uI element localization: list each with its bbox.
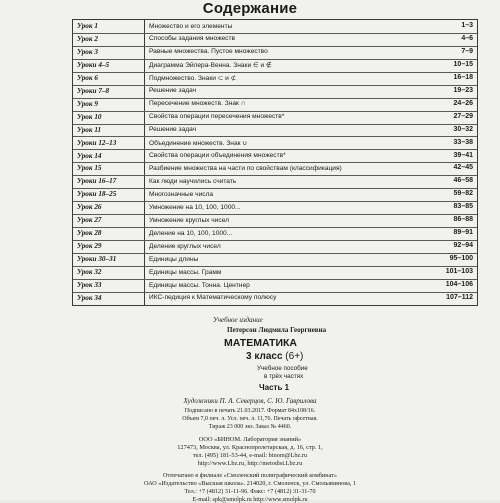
print-line-3: Тираж 23 000 экз. Заказ № 4460. bbox=[208, 424, 292, 430]
publisher-line-2: 127473, Москва, ул. Краснопролетарская, д. 16, стр. 1, bbox=[177, 444, 323, 451]
toc-topic: Способы задания множеств bbox=[149, 35, 235, 43]
toc-topic: Деление круглых чисел bbox=[149, 242, 221, 250]
toc-lesson: Уроки 16–17 bbox=[77, 177, 117, 186]
print-line-1: Подписано в печать 21.03.2017. Формат 84х108/16. bbox=[184, 408, 316, 414]
grade-label: 3 класс bbox=[246, 351, 283, 362]
toc-lesson: Уроки 18–25 bbox=[77, 190, 117, 199]
toc-pages: 33–38 bbox=[453, 138, 473, 146]
toc-pages: 95–100 bbox=[449, 255, 473, 263]
toc-pages: 83–85 bbox=[453, 203, 473, 211]
toc-topic: Разбиение множества на части по свойствам (классификация) bbox=[149, 164, 342, 172]
printer-line-2: ОАО «Издательство «Высшая школа». 214020, г. Смоленск, ул. Смольянинова, 1 bbox=[143, 480, 357, 487]
toc-pages: 101–103 bbox=[445, 268, 473, 276]
toc-topic: Объединение множеств. Знак ∪ bbox=[149, 140, 248, 148]
toc-lesson: Урок 11 bbox=[77, 125, 102, 134]
toc-lesson: Урок 29 bbox=[77, 242, 102, 251]
toc-lesson: Уроки 30–31 bbox=[77, 255, 117, 264]
toc-pages: 16–18 bbox=[453, 73, 473, 81]
subtitle-line-2: в трёх частях bbox=[264, 373, 304, 380]
toc-topic: Свойства операции пересечения множеств* bbox=[149, 113, 285, 121]
toc-lesson: Урок 2 bbox=[77, 34, 98, 43]
toc-lesson: Урок 9 bbox=[77, 99, 98, 108]
artists-line: Художники П. А. Северцов, С. Ю. Гаврилова bbox=[183, 397, 317, 405]
edition-type: Учебное издание bbox=[213, 316, 263, 324]
toc-pages: 89–91 bbox=[453, 229, 473, 237]
toc-lesson: Урок 14 bbox=[77, 151, 102, 160]
toc-topic: Решение задач bbox=[149, 87, 197, 95]
toc-pages: 4–6 bbox=[461, 34, 473, 42]
author-name: Петерсон Людмила Георгиевна bbox=[227, 326, 327, 334]
toc-topic: Как люди научились считать bbox=[149, 177, 237, 185]
toc-pages: 19–23 bbox=[453, 86, 473, 94]
toc-topic: ИКС-педиция к Математическому полюсу bbox=[149, 294, 277, 302]
toc-pages: 7–9 bbox=[461, 47, 473, 55]
toc-topic: Равные множества. Пустое множество bbox=[149, 48, 268, 56]
toc-lesson: Уроки 7–8 bbox=[77, 86, 110, 95]
toc-pages: 30–32 bbox=[453, 125, 473, 133]
toc-topic: Умножение круглых чисел bbox=[149, 216, 230, 224]
toc-lesson: Урок 34 bbox=[77, 293, 102, 302]
toc-pages: 10–15 bbox=[453, 60, 473, 68]
toc-topic: Единицы длины bbox=[149, 255, 199, 263]
toc-pages: 86–88 bbox=[453, 216, 473, 224]
book-title: МАТЕМАТИКА bbox=[224, 337, 297, 349]
toc-topic: Свойства операции объединения множеств* bbox=[149, 152, 286, 159]
toc-lesson: Урок 27 bbox=[77, 216, 102, 225]
toc-lesson: Уроки 12–13 bbox=[77, 138, 117, 147]
toc-pages: 1–3 bbox=[461, 22, 473, 29]
printer-line-3: Тел.: +7 (4812) 31-11-96. Факс: +7 (4812) 31-31-70 bbox=[184, 488, 316, 495]
part-label: Часть 1 bbox=[259, 383, 290, 392]
print-line-2: Объем 7,0 печ. л. Усл. печ. л. 11,76. Печать офсетная. bbox=[182, 416, 318, 422]
toc-lesson: Урок 28 bbox=[77, 229, 102, 238]
toc-pages: 27–29 bbox=[453, 112, 473, 120]
toc-lesson: Урок 33 bbox=[77, 281, 102, 289]
toc-topic: Единицы массы. Грамм bbox=[149, 268, 222, 276]
toc-lesson: Урок 1 bbox=[77, 22, 98, 30]
printer-line-1: Отпечатано в филиале «Смоленский полиграфический комбинат» bbox=[163, 472, 337, 479]
toc-pages: 42–45 bbox=[453, 164, 473, 172]
toc-topic: Умножение на 10, 100, 1000... bbox=[149, 203, 241, 211]
toc-pages: 39–41 bbox=[453, 151, 473, 159]
publisher-line-1: ООО «БИНОМ. Лаборатория знаний» bbox=[198, 436, 302, 443]
toc-topic: Деление на 10, 100, 1000... bbox=[149, 229, 233, 237]
toc-pages: 107–112 bbox=[446, 293, 473, 301]
subtitle-line-1: Учебное пособие bbox=[257, 365, 308, 372]
toc-lesson: Урок 3 bbox=[77, 47, 98, 56]
toc-lesson: Урок 15 bbox=[77, 164, 102, 173]
toc-pages: 104–106 bbox=[445, 281, 473, 288]
publisher-line-4: http://www.Lbz.ru, http://metodist.Lbz.ru bbox=[197, 460, 303, 467]
toc-topic: Решение задач bbox=[149, 126, 197, 134]
publisher-line-3: тел. (495) 181-53-44, e-mail: binom@Lbz.ru bbox=[192, 452, 308, 459]
toc-lesson: Урок 26 bbox=[77, 203, 102, 212]
toc-lesson: Урок 10 bbox=[77, 112, 102, 121]
toc-lesson: Урок 32 bbox=[77, 268, 102, 277]
toc-pages: 59–82 bbox=[453, 190, 473, 198]
toc-topic: Множество и его элементы bbox=[149, 22, 233, 30]
toc-lesson: Урок 6 bbox=[77, 73, 98, 82]
toc-pages: 46–58 bbox=[453, 177, 473, 185]
toc-topic: Единицы массы. Тонна. Центнер bbox=[149, 281, 250, 289]
printer-line-4: E-mail: spk@smolpk.ru http://www.smolpk.ru bbox=[192, 496, 308, 503]
page-title: Содержание bbox=[202, 0, 298, 17]
toc-topic: Многозначные числа bbox=[149, 190, 214, 198]
toc-topic: Диаграмма Эйлера-Венна. Знаки ∈ и ∉ bbox=[149, 62, 272, 70]
toc-pages: 24–26 bbox=[453, 99, 473, 107]
toc-pages: 92–94 bbox=[453, 242, 473, 250]
toc-topic: Подмножество. Знаки ⊂ и ⊄ bbox=[149, 75, 237, 83]
age-rating: (6+) bbox=[285, 351, 304, 362]
toc-topic: Пересечение множеств. Знак ∩ bbox=[149, 100, 246, 108]
toc-lesson: Уроки 4–5 bbox=[77, 60, 110, 69]
